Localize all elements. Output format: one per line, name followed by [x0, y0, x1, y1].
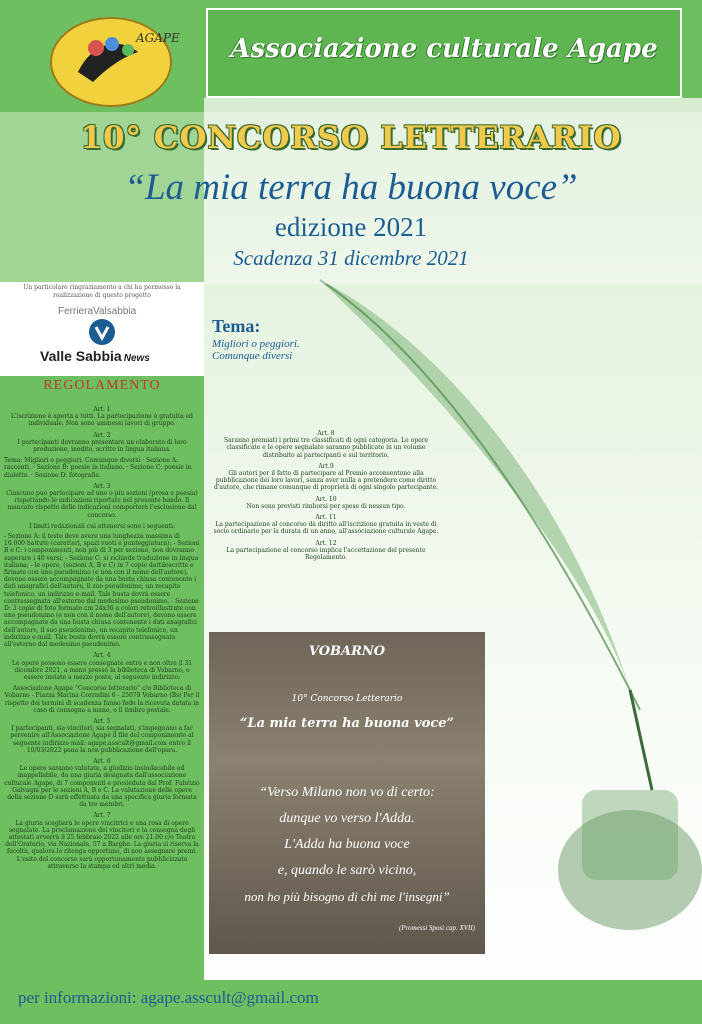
tema-text — [212, 338, 300, 362]
article-text: La partecipazione al concorso implica l'accettazione del presente Regolamento. — [226, 546, 426, 562]
article — [4, 685, 200, 714]
tema-line: Comunque diversi — [212, 350, 293, 362]
article — [210, 540, 442, 562]
article — [4, 483, 200, 519]
valle-sabbia-logo — [40, 348, 150, 364]
article-heading: Art. 11 — [315, 514, 337, 522]
article — [4, 432, 200, 454]
article-heading: Art. 2 — [93, 431, 111, 439]
article — [4, 533, 200, 648]
article-heading: Art. 12 — [315, 539, 337, 547]
article — [4, 457, 200, 479]
vobarno-subtitle: “La mia terra ha buona voce” — [239, 716, 455, 731]
article-text: La giuria sceglierà le opere vincitrici e una rosa di opere segnalate. La proclamazione dei vincitori e la consegna degli attestati avverrà il 25 febbraio 2022 alle ore 21.00 c/o Teatro dell'Oratorio, via Nazionale, 57 a Barghe. La giuria si riserva la facoltà, qualora lo ritenga opportuno, di non assegnare premi. L'esito del concorso sarà opportunamente pubblicizzato attraverso la stampa ed altri media. — [5, 819, 199, 870]
regolamento-title: REGOLAMENTO — [43, 378, 161, 393]
article-heading: Art. 3 — [93, 482, 111, 490]
valle-sabbia-name: Valle Sabbia — [40, 348, 122, 364]
concorso-title: 10° CONCORSO LETTERARIO — [80, 120, 622, 156]
article-heading: Art. 5 — [93, 717, 111, 725]
sponsor-thanks: Un particolare ringraziamento a chi ha permesso la realizzazione di questo progetto — [23, 284, 181, 299]
poem-line: non ho più bisogno di chi me l'insegni” — [244, 889, 450, 904]
article-text: I limiti redazionali cui attenersi sono i seguenti: — [29, 522, 175, 530]
article-text: Saranno premiati i primi tre classificati di ogni categoria. Le opere classificate e le opere segnalate saranno pubblicate in un volume distribuito ai partecipanti e sul territorio. — [223, 437, 429, 459]
article-heading: Art. 7 — [93, 812, 111, 820]
article — [4, 406, 200, 428]
article-heading: Art. 8 — [317, 430, 335, 437]
valle-sabbia-news: News — [123, 353, 150, 364]
article — [210, 463, 442, 492]
article — [210, 496, 442, 510]
article — [4, 758, 200, 808]
article-text: I partecipanti dovranno presentare un elaborato di loro produzione, inedito, scritto in lingua italiana. — [17, 438, 187, 454]
regolamento-left-column — [4, 402, 200, 978]
valle-sabbia-icon — [88, 318, 116, 346]
vobarno-citation: (Promessi Sposi cap. XVII) — [399, 924, 475, 932]
vobarno-concorso: 10° Concorso Letterario — [291, 694, 403, 704]
article-text: Le opere possono essere consegnate entro e non oltre il 31 dicembre 2021, a mano presso la biblioteca di Vobarno, o essere inviate a mezzo posta, al seguente indirizzo: — [11, 659, 193, 681]
article-heading: Art. 10 — [315, 495, 337, 503]
article — [4, 652, 200, 681]
tema-line: Migliori o peggiori. — [212, 338, 300, 350]
article-text: Ciascuno può partecipare ad uno o più sezioni (prosa e poesia) rispettando le indicazioni riportate nel presente bando. Il mancato rispetto delle indicazioni comporterà l'esclusione dal concorso. — [6, 490, 198, 519]
svg-text:AGAPE: AGAPE — [136, 31, 180, 45]
article-text: La partecipazione al concorso dà diritto all'iscrizione gratuita in veste di socio ordinario per la durata di un anno, all'associazione culturale Agape. — [213, 521, 439, 536]
article — [4, 523, 200, 530]
article-text: Gli autori per il fatto di partecipare al Premio acconsentono alla pubblicazione dei loro lavori, senza aver nulla a pretendere come diritto d'autore, che rimane comunque di proprietà di ogni singolo partecipante. — [213, 470, 439, 492]
tema-label: Tema: — [212, 316, 261, 336]
article-text: Associazione Agape “Concorso letterario” c/o Biblioteca di Vobarno - Piazza Marina Corradini 6 - 25079 Vobarno (Bs) Per il rispetto dei termini di scadenza fanno fede la ricevuta datata in caso di consegna a mano, o il timbro postale. — [4, 685, 200, 714]
article-text: I partecipanti, sia vincitori, sia segnalati, s'impegnano a far pervenire all'Associazione Agape il file del componimento al seguente indirizzo mail: agape.asscult@gmail.com entro il 10/03/2022 pena la non pubblicazione dell'opera. — [10, 725, 194, 754]
poem-line: L'Adda ha buona voce — [284, 837, 410, 852]
concorso-subtitle: “La mia terra ha buona voce” — [124, 167, 578, 208]
article-heading: Art. 1 — [93, 406, 111, 413]
vobarno-poem — [209, 780, 485, 910]
vobarno-title: VOBARNO — [308, 644, 386, 659]
deadline: Scadenza 31 dicembre 2021 — [233, 246, 469, 270]
article — [210, 514, 442, 536]
article — [4, 812, 200, 870]
ferriera-logo: FerrieraValsabbia — [58, 306, 137, 317]
article-text: Tema: Migliori o peggiori. Comunque diversi · Sezione A: racconti. · Sezione B: poesie in italiano. · Sezione C: poesie in dialetto. · Sezione D: fotografie. — [4, 457, 192, 479]
article-text: L'iscrizione è aperta a tutti. La partecipazione è gratuita ed individuale. Non sono ammessi lavori di gruppo. — [11, 413, 193, 428]
association-title-box — [206, 8, 682, 98]
regolamento-mid-column — [210, 426, 442, 622]
association-title: Associazione culturale Agape — [230, 34, 658, 64]
edition: edizione 2021 — [274, 212, 428, 242]
poem-line: “Verso Milano non vo di certo: — [259, 785, 435, 800]
article-heading: Art.9 — [318, 462, 334, 470]
article-heading: Art. 4 — [93, 652, 111, 660]
footer-contact[interactable]: per informazioni: agape.asscult@gmail.com — [18, 988, 319, 1007]
vobarno-box — [209, 632, 485, 954]
article-text: Le opere saranno valutate, a giudizio insindacabile ed inappellabile, da una giuria designata dall'associazione culturale Agape, di 7 componenti e presieduta dal Prof. Fabrizio Galvagni per le sezioni A, B e C. La valutazione delle opere della sezione D sarà effettuata da una specifica giuria formata da tre membri. — [4, 765, 200, 809]
article-text: Non sono previsti rimborsi per spese di nessun tipo. — [246, 502, 406, 510]
article — [4, 718, 200, 754]
poem-line: dunque vo verso l'Adda. — [279, 811, 415, 826]
agape-logo — [48, 12, 180, 110]
article-text: - Sezione A: il testo deve avere una lunghezza massima di 10.000 battute (caratteri, spazi vuoti e punteggiatura); - Sezioni B e C: i componimenti, non più di 3 per sezione, non dovranno superare i 40 versi; - Sezione C: si richiede traduzione in lingua italiana; - le opere, (sezioni A, B e C) in 7 copie dattiloscritte e firmate con uno pseudonimo (e non con il nome dell'autore), devono essere accompagnate da una busta chiusa contenente i dati anagrafici dell'autore, il suo pseudonimo, un recapito telefonico, un indirizzo e-mail. Tale busta dovrà essere contrassegnata all'esterno dal medesimo pseudonimo. - Sezione D: 3 copie di foto formato cm 24x36 a colori retroillustrate con uno pseudonimo (e non con il nome dell'autore), devono essere accompagnate da una busta chiusa contenente i dati anagrafici dell'autore, il suo pseudonimo, un recapito telefonico, un indirizzo e-mail. Tale busta dovrà essere contrassegnata all'esterno dal medesimo pseudonimo. — [4, 533, 200, 649]
poem-line: e, quando le sarò vicino, — [277, 863, 417, 878]
article — [210, 430, 442, 459]
article-heading: Art. 6 — [93, 757, 111, 765]
